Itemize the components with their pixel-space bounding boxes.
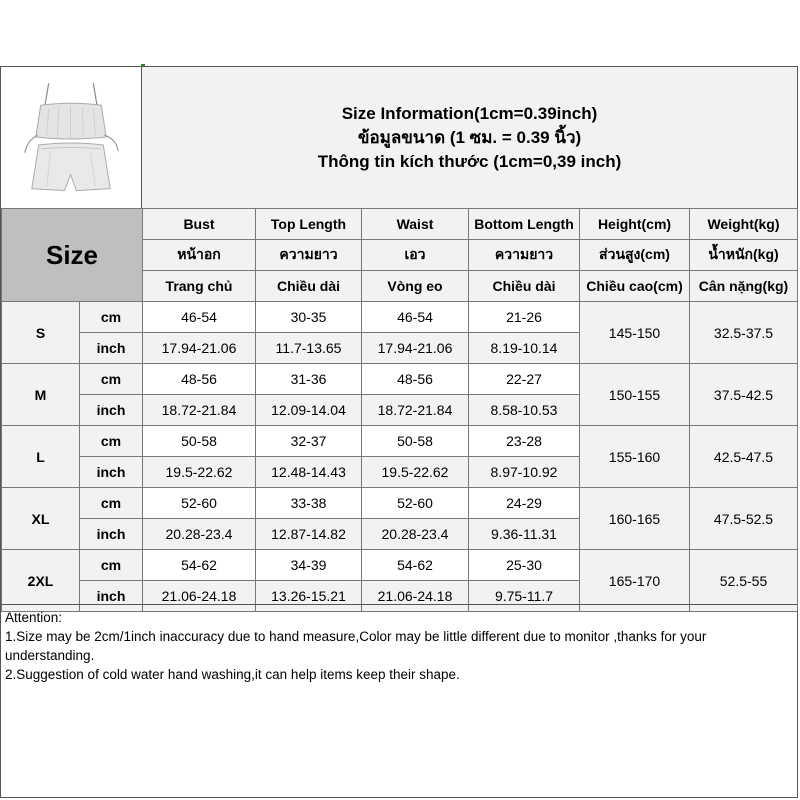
weight-value: 37.5-42.5: [690, 364, 798, 426]
height-value: 145-150: [580, 302, 690, 364]
unit-inch: inch: [80, 333, 143, 364]
measure-cm: 25-30: [469, 550, 580, 581]
size-table: [1, 208, 798, 612]
col-top-length-vi: Chiều dài: [256, 271, 362, 302]
measure-cm: 32-37: [256, 426, 362, 457]
measure-inch: 12.48-14.43: [256, 457, 362, 488]
measure-inch: 21.06-24.18: [362, 581, 469, 612]
unit-inch: inch: [80, 519, 143, 550]
weight-value: 32.5-37.5: [690, 302, 798, 364]
title-english: Size Information(1cm=0.39inch): [341, 103, 598, 123]
product-image: [1, 67, 142, 208]
measure-cm: 21-26: [469, 302, 580, 333]
measure-cm: 54-62: [143, 550, 256, 581]
height-value: 160-165: [580, 488, 690, 550]
measure-inch: 11.7-13.65: [256, 333, 362, 364]
unit-cm: cm: [80, 364, 143, 395]
measure-inch: 9.75-11.7: [469, 581, 580, 612]
measure-inch: 19.5-22.62: [143, 457, 256, 488]
measure-inch: 21.06-24.18: [143, 581, 256, 612]
height-value: 150-155: [580, 364, 690, 426]
measure-cm: 50-58: [143, 426, 256, 457]
col-waist-th: เอว: [362, 240, 469, 271]
size-row-cm: [2, 364, 798, 395]
measure-inch: 12.87-14.82: [256, 519, 362, 550]
measure-cm: 52-60: [362, 488, 469, 519]
height-value: 165-170: [580, 550, 690, 612]
measure-inch: 8.58-10.53: [469, 395, 580, 426]
notes-heading: Attention:: [5, 610, 63, 625]
measure-inch: 17.94-21.06: [362, 333, 469, 364]
col-bust-vi: Trang chủ: [143, 271, 256, 302]
title-thai: ข้อมูลขนาด (1 ซม. = 0.39 นิ้ว): [357, 127, 582, 147]
unit-cm: cm: [80, 302, 143, 333]
height-value: 155-160: [580, 426, 690, 488]
measure-cm: 31-36: [256, 364, 362, 395]
measure-cm: 33-38: [256, 488, 362, 519]
measure-inch: 20.28-23.4: [362, 519, 469, 550]
measure-inch: 12.09-14.04: [256, 395, 362, 426]
measure-cm: 54-62: [362, 550, 469, 581]
col-weight-en: Weight(kg): [690, 209, 798, 240]
measure-cm: 30-35: [256, 302, 362, 333]
size-row-cm: [2, 426, 798, 457]
attention-notes: [1, 604, 797, 687]
size-label: XL: [2, 488, 80, 550]
col-weight-th: น้ำหนัก(kg): [690, 240, 798, 271]
size-information-title: [142, 67, 797, 208]
col-weight-vi: Cân nặng(kg): [690, 271, 798, 302]
col-waist-vi: Vòng eo: [362, 271, 469, 302]
measure-cm: 48-56: [143, 364, 256, 395]
measure-cm: 52-60: [143, 488, 256, 519]
measure-inch: 19.5-22.62: [362, 457, 469, 488]
weight-value: 42.5-47.5: [690, 426, 798, 488]
measure-inch: 18.72-21.84: [143, 395, 256, 426]
chart-header: [1, 67, 797, 209]
unit-inch: inch: [80, 457, 143, 488]
measure-inch: 8.19-10.14: [469, 333, 580, 364]
size-column-header: Size: [2, 209, 143, 302]
unit-inch: inch: [80, 581, 143, 612]
measure-cm: 46-54: [362, 302, 469, 333]
col-bottom-length-vi: Chiều dài: [469, 271, 580, 302]
measure-inch: 18.72-21.84: [362, 395, 469, 426]
measure-cm: 22-27: [469, 364, 580, 395]
measure-cm: 50-58: [362, 426, 469, 457]
col-top-length-th: ความยาว: [256, 240, 362, 271]
unit-cm: cm: [80, 488, 143, 519]
unit-inch: inch: [80, 395, 143, 426]
size-row-cm: [2, 488, 798, 519]
size-row-cm: [2, 302, 798, 333]
col-waist-en: Waist: [362, 209, 469, 240]
measure-cm: 34-39: [256, 550, 362, 581]
pajama-set-illustration: [1, 67, 141, 208]
weight-value: 52.5-55: [690, 550, 798, 612]
size-row-cm: [2, 550, 798, 581]
measure-inch: 9.36-11.31: [469, 519, 580, 550]
measure-inch: 13.26-15.21: [256, 581, 362, 612]
measure-cm: 48-56: [362, 364, 469, 395]
size-label: M: [2, 364, 80, 426]
col-height-th: ส่วนสูง(cm): [580, 240, 690, 271]
note-line-1: 1.Size may be 2cm/1inch inaccuracy due to hand measure,Color may be little different due to monitor ,thanks for your understanding.: [5, 629, 707, 663]
measure-inch: 17.94-21.06: [143, 333, 256, 364]
col-height-vi: Chiều cao(cm): [580, 271, 690, 302]
col-top-length-en: Top Length: [256, 209, 362, 240]
measure-cm: 24-29: [469, 488, 580, 519]
header-row-english: [2, 209, 798, 240]
measure-cm: 23-28: [469, 426, 580, 457]
title-vietnamese: Thông tin kích thước (1cm=0,39 inch): [317, 151, 622, 171]
col-height-en: Height(cm): [580, 209, 690, 240]
unit-cm: cm: [80, 550, 143, 581]
measure-cm: 46-54: [143, 302, 256, 333]
col-bust-en: Bust: [143, 209, 256, 240]
measure-inch: 8.97-10.92: [469, 457, 580, 488]
col-bust-th: หน้าอก: [143, 240, 256, 271]
size-label: L: [2, 426, 80, 488]
size-chart-sheet: [0, 66, 798, 798]
measure-inch: 20.28-23.4: [143, 519, 256, 550]
weight-value: 47.5-52.5: [690, 488, 798, 550]
note-line-2: 2.Suggestion of cold water hand washing,it can help items keep their shape.: [5, 667, 460, 682]
size-label: S: [2, 302, 80, 364]
col-bottom-length-en: Bottom Length: [469, 209, 580, 240]
size-label: 2XL: [2, 550, 80, 612]
col-bottom-length-th: ความยาว: [469, 240, 580, 271]
unit-cm: cm: [80, 426, 143, 457]
